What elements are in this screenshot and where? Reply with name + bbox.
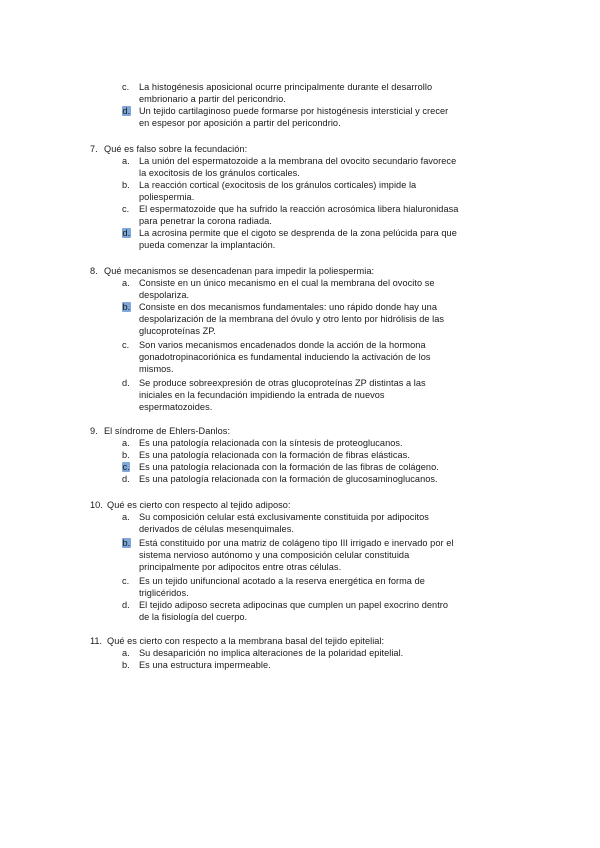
question-number: 11. [90, 636, 103, 646]
question-text: Qué es falso sobre la fecundación: [104, 144, 248, 154]
option-text: poliespermia. [139, 192, 195, 202]
option-text: Es una patología relacionada con la síntesis de proteoglucanos. [139, 438, 403, 448]
question-number: 9. [90, 426, 98, 436]
option-text: Es una patología relacionada con la formación de las fibras de colágeno. [139, 462, 439, 472]
option-text: embrionario a partir del pericondrio. [139, 94, 286, 104]
option-text: La unión del espermatozoide a la membrana del ovocito secundario favorece [139, 156, 457, 166]
option-text: triglicéridos. [139, 588, 189, 598]
selected-option-letter[interactable]: d. [122, 228, 131, 238]
option-text: El espermatozoide que ha sufrido la reacción acrosómica libera hialuronidasa [139, 204, 459, 214]
question-number: 10. [90, 500, 103, 510]
option-text: Consiste en un único mecanismo en el cual la membrana del ovocito se [139, 278, 435, 288]
option-text: mismos. [139, 364, 174, 374]
option-text: La acrosina permite que el cigoto se desprenda de la zona pelúcida para que [139, 228, 457, 238]
question-text: El síndrome de Ehlers-Danlos: [104, 426, 231, 436]
option-text: de la fisiología del cuerpo. [139, 612, 248, 622]
option-letter: c. [122, 82, 130, 92]
option-text: Consiste en dos mecanismos fundamentales: uno rápido donde hay una [139, 302, 437, 312]
option-text: para penetrar la corona radiada. [139, 216, 272, 226]
option-text: La reacción cortical (exocitosis de los gránulos corticales) impide la [139, 180, 417, 190]
option-letter: a. [122, 278, 130, 288]
option-letter: b. [122, 180, 130, 190]
option-text: despolarización de la membrana del óvulo y otro lento por hidrólisis de las [139, 314, 445, 324]
question-text: Qué es cierto con respecto a la membrana basal del tejido epitelial: [107, 636, 385, 646]
selected-option-letter[interactable]: b. [122, 538, 131, 548]
option-text: Su composición celular está exclusivamente constituida por adipocitos [139, 512, 429, 522]
question-text: Qué mecanismos se desencadenan para impedir la poliespermia: [104, 266, 375, 276]
option-text: iniciales en la fecundación impidiendo la entrada de nuevos [139, 390, 385, 400]
option-text: Su desaparición no implica alteraciones de la polaridad epitelial. [139, 648, 404, 658]
option-letter: b. [122, 660, 130, 670]
option-text: Está constituido por una matriz de colágeno tipo III irrigado e inervado por el [139, 538, 454, 548]
selected-option-letter[interactable]: d. [122, 106, 131, 116]
option-text: sistema nervioso autónomo y una composición celular constituida [139, 550, 410, 560]
question-number: 7. [90, 144, 98, 154]
option-text: La histogénesis aposicional ocurre principalmente durante el desarrollo [139, 82, 433, 92]
question-text: Qué es cierto con respecto al tejido adiposo: [107, 500, 291, 510]
option-text: pueda comenzar la implantación. [139, 240, 276, 250]
option-letter: d. [122, 474, 130, 484]
option-text: espermatozoides. [139, 402, 213, 412]
option-text: principalmente por adipocitos entre otras células. [139, 562, 342, 572]
option-text: Es una patología relacionada con la formación de fibras elásticas. [139, 450, 410, 460]
option-text: Son varios mecanismos encadenados donde la acción de la hormona [139, 340, 426, 350]
option-text: Es una estructura impermeable. [139, 660, 271, 670]
option-text: Se produce sobreexpresión de otras glucoproteínas ZP distintas a las [139, 378, 426, 388]
option-text: Un tejido cartilaginoso puede formarse por histogénesis intersticial y crecer [139, 106, 449, 116]
option-letter: b. [122, 450, 130, 460]
option-text: El tejido adiposo secreta adipocinas que cumplen un papel exocrino dentro [139, 600, 449, 610]
option-letter: a. [122, 512, 130, 522]
option-letter: d. [122, 600, 130, 610]
option-letter: c. [122, 340, 130, 350]
option-text: en espesor por aposición a partir del pericondrio. [139, 118, 341, 128]
option-letter: d. [122, 378, 130, 388]
option-letter: c. [122, 576, 130, 586]
option-text: la exocitosis de los gránulos corticales. [139, 168, 300, 178]
option-text: gonadotropinacoriónica es fundamental induciendo la activación de los [139, 352, 431, 362]
option-letter: a. [122, 648, 130, 658]
option-letter: a. [122, 438, 130, 448]
selected-option-letter[interactable]: b. [122, 302, 131, 312]
option-text: Es un tejido unifuncional acotado a la reserva energética en forma de [139, 576, 425, 586]
option-letter: c. [122, 204, 130, 214]
option-text: Es una patología relacionada con la formación de glucosaminoglucanos. [139, 474, 438, 484]
selected-option-letter[interactable]: c. [122, 462, 130, 472]
question-number: 8. [90, 266, 98, 276]
option-text: despolariza. [139, 290, 190, 300]
option-text: derivados de células mesenquimales. [139, 524, 294, 534]
option-letter: a. [122, 156, 130, 166]
option-text: glucoproteínas ZP. [139, 326, 216, 336]
